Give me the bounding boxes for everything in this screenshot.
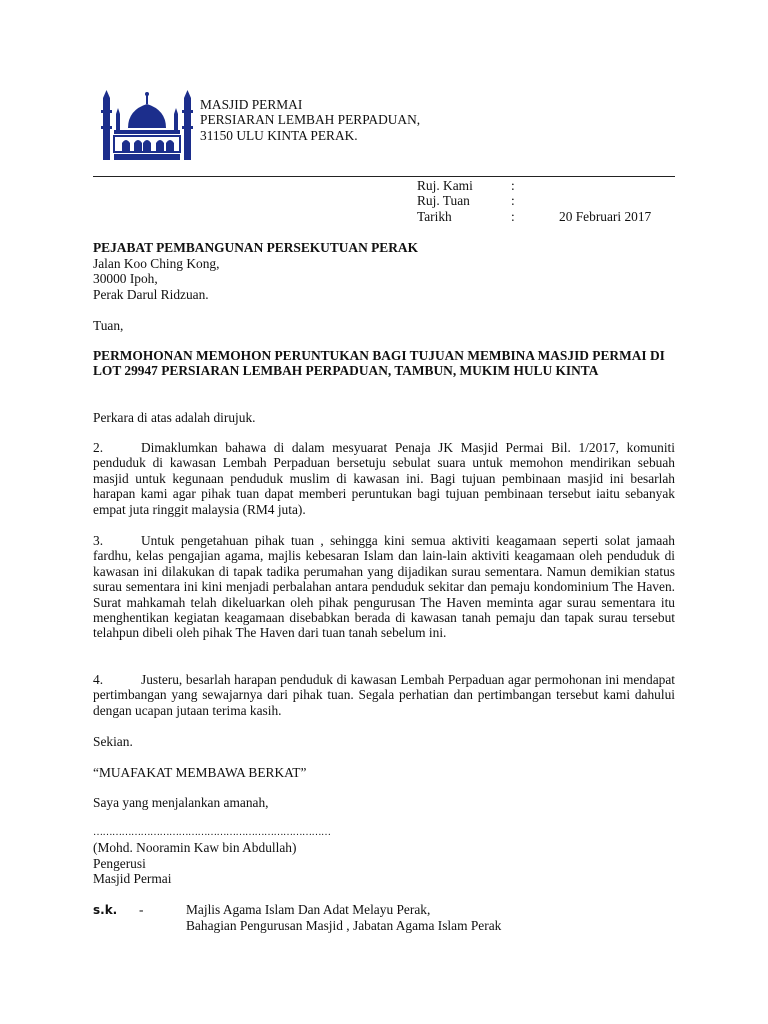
paragraph-number: 4.	[93, 672, 104, 687]
paragraph-text: Dimaklumkan bahawa di dalam mesyuarat Penaja JK Masjid Permai Bil. 1/2017, komuniti penduduk di kawasan Lembah Perpaduan bersetuju sebulat suara untuk memohon mendirikan sebuah masjid untuk kegunaan penduduk muslim di kawasan ini. Bagi tujuan pembinaan masjid ini besarlah harapan kami agar pihak tuan dapat memberi peruntukan bagi tujuan pembinaan tersebut iaitu sebanyak empat juta ringgit malaysia (RM4 juta).	[93, 440, 675, 517]
reference-row-tarikh	[417, 209, 651, 224]
reference-colon: :	[511, 178, 515, 193]
paragraph-number: 3.	[93, 533, 104, 548]
letterhead-org-name: MASJID PERMAI	[200, 97, 303, 112]
letter-subject: PERMOHONAN MEMOHON PERUNTUKAN BAGI TUJUAN MEMBINA MASJID PERMAI DI LOT 29947 PERSIARAN LEMBAH PERPADUAN, TAMBUN, MUKIM HULU KINTA	[93, 348, 665, 379]
paragraph-2	[93, 440, 675, 517]
intro-paragraph: Perkara di atas adalah dirujuk.	[93, 410, 256, 425]
mosque-logo-icon	[100, 88, 194, 164]
cc-recipient-line-1: Majlis Agama Islam Dan Adat Melayu Perak,	[186, 902, 431, 917]
letterhead-divider	[93, 176, 675, 177]
paragraph-4	[93, 672, 675, 718]
signature-line: …………………………………………………………………	[93, 827, 331, 838]
paragraph-text: Untuk pengetahuan pihak tuan , sehingga kini semua aktiviti keagamaan seperti solat jamaah fardhu, kelas pengajian agama, majlis kebesaran Islam dan lain-lain aktiviti keagamaan oleh penduduk di kawasan ini dilakukan di tapak tadika perumahan yang dijadikan surau sementara. Namun demikian status surau sementara ini kini menjadi perbalahan antara penduduk sekitar dan pemaju kondominium The Haven. Surat mahkamah telah dikeluarkan oleh pihak pengurusan The Haven meminta agar surau sementara itu menghentikan kegiatan keagamaan disebabkan berada di kawasan tanah pemaju dan tapak surau tersebut telahpun dibeli oleh pihak The Haven dari tuan tanah sebelum ini.	[93, 533, 675, 641]
signatory-title: Pengerusi	[93, 856, 146, 871]
recipient-address-line-2: 30000 Ipoh,	[93, 271, 158, 286]
signatory-organisation: Masjid Permai	[93, 871, 172, 886]
reference-row-ruj-kami	[417, 178, 559, 193]
signatory-name: (Mohd. Nooramin Kaw bin Abdullah)	[93, 840, 297, 855]
reference-label: Ruj. Tuan	[417, 193, 470, 208]
recipient-address-line-1: Jalan Koo Ching Kong,	[93, 256, 220, 271]
motto: “MUAFAKAT MEMBAWA BERKAT”	[93, 765, 307, 780]
reference-label: Tarikh	[417, 209, 452, 224]
letterhead-address-line-1: PERSIARAN LEMBAH PERPADUAN,	[200, 112, 421, 127]
closing: Sekian.	[93, 734, 133, 749]
letterhead-address-line-2: 31150 ULU KINTA PERAK.	[200, 128, 358, 143]
cc-recipient-line-2: Bahagian Pengurusan Masjid , Jabatan Agama Islam Perak	[186, 918, 502, 933]
paragraph-3	[93, 533, 675, 641]
reference-label: Ruj. Kami	[417, 178, 473, 193]
cc-dash: -	[139, 902, 144, 917]
reference-row-ruj-tuan	[417, 193, 559, 208]
reference-colon: :	[511, 193, 515, 208]
recipient-address-line-3: Perak Darul Ridzuan.	[93, 287, 209, 302]
recipient-name: PEJABAT PEMBANGUNAN PERSEKUTUAN PERAK	[93, 240, 418, 255]
cc-label: s.k.	[93, 903, 118, 917]
salutation: Tuan,	[93, 318, 124, 333]
sign-intro: Saya yang menjalankan amanah,	[93, 795, 269, 810]
paragraph-number: 2.	[93, 440, 104, 455]
reference-colon: :	[511, 209, 515, 224]
letter-date: 20 Februari 2017	[559, 209, 652, 224]
paragraph-text: Justeru, besarlah harapan penduduk di kawasan Lembah Perpaduan agar permohonan ini mendapat pertimbangan yang sewajarnya dari pihak tuan. Segala perhatian dan pertimbangan tersebut kami dahului dengan ucapan jutaan terima kasih.	[93, 672, 675, 718]
